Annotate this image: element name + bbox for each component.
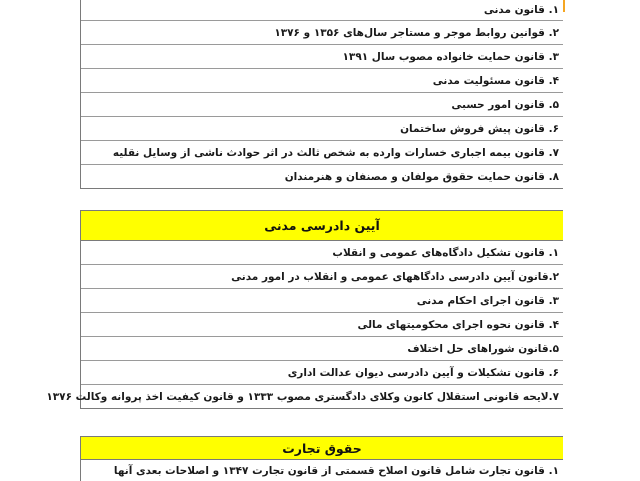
table-row [81,313,563,337]
table-row [81,265,563,289]
row-text: ۲. قوانین روابط موجر و مستاجر سال‌های ۱۳۵۶ و ۱۳۷۶ [274,26,559,39]
row-text: ۲.قانون آیین دادرسی دادگاههای عمومی و انقلاب در امور مدنی [231,270,559,283]
table-row [81,0,563,21]
section-header [81,211,563,241]
table-row [81,337,563,361]
table-row [81,69,563,93]
row-text: ۸. قانون حمایت حقوق مولفان و مصنفان و هنرمندان [284,170,559,183]
table-row [81,45,563,69]
row-text: ۵.قانون شوراهای حل اختلاف [407,342,559,355]
row-text: ۱. قانون مدنی [483,4,559,16]
table-row [81,460,563,481]
table-row [81,289,563,313]
section-title: آیین دادرسی مدنی [264,218,380,233]
section-title: حقوق تجارت [282,440,362,456]
row-text: ۴. قانون مسئولیت مدنی [432,74,559,87]
table-row [81,241,563,265]
row-text: ۶. قانون پیش فروش ساختمان [400,122,559,135]
row-text: ۵. قانون امور حسبی [451,98,559,111]
table-row [81,117,563,141]
row-text: ۶. قانون تشکیلات و آیین دادرسی دیوان عدالت اداری [287,366,559,379]
civil-procedure-table [46,210,563,409]
table-row [81,93,563,117]
table-row [81,21,563,45]
table-row [81,165,563,188]
row-text: ۷. قانون بیمه اجباری خسارات وارده به شخص ثالث در اثر حوادث ناشی از وسایل نقلیه [112,146,559,159]
row-text: ۱. قانون تشکیل دادگاه‌های عمومی و انقلاب [332,246,559,259]
row-text: ۳. قانون اجرای احکام مدنی [416,294,559,307]
commercial-law-table [80,436,563,481]
civil-law-table [80,0,563,189]
table-row [81,361,563,385]
row-text: ۱. قانون تجارت شامل قانون اصلاح قسمتی از قانون تجارت ۱۳۴۷ و اصلاحات بعدی آنها [113,464,559,477]
row-text: ۷.لایحه قانونی استقلال کانون وکلای دادگستری مصوب ۱۳۳۳ و قانون کیفیت اخذ پروانه وکالت ۱۳۷۶ [46,390,559,403]
section-header [81,437,563,460]
row-text: ۴. قانون نحوه اجرای محکومیتهای مالی [357,318,559,331]
row-text: ۳. قانون حمایت خانواده مصوب سال ۱۳۹۱ [342,50,559,63]
table-row [46,385,563,408]
table-row [81,141,563,165]
